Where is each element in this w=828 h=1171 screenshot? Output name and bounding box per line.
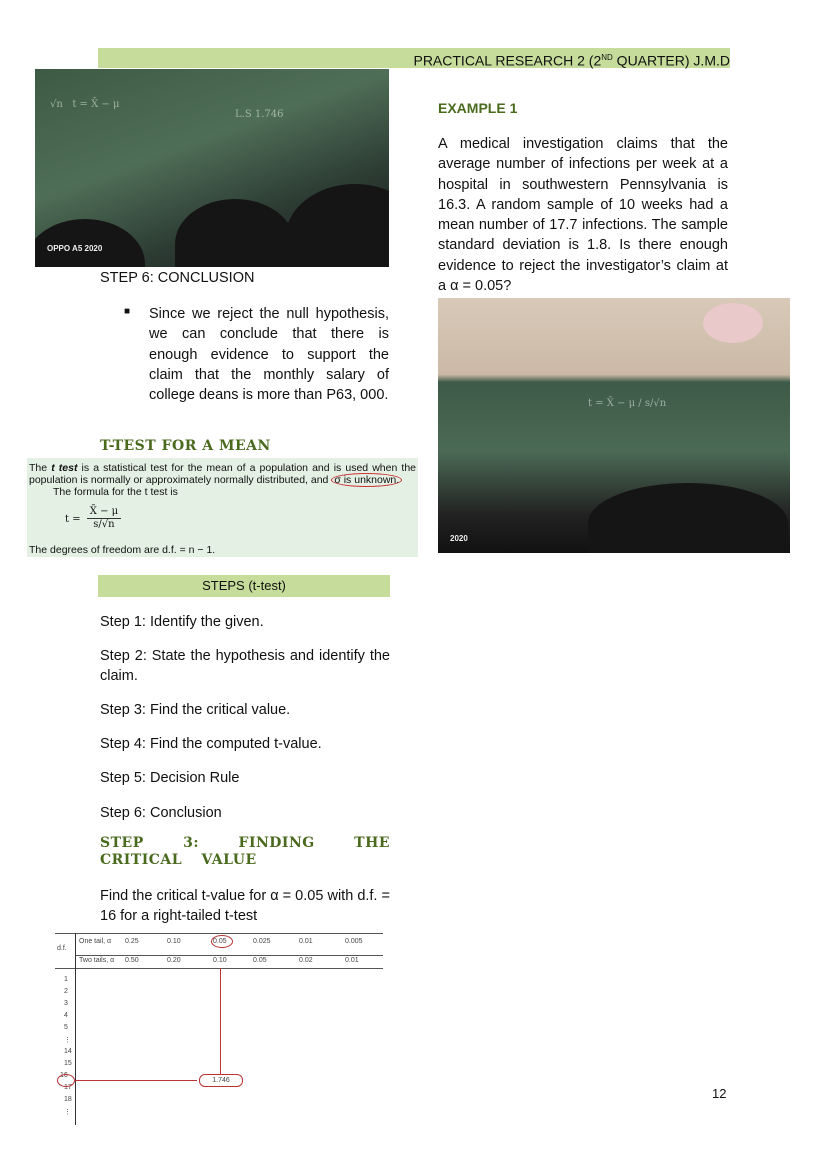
- t-distribution-table: d.f. One tail, α Two tails, α 0.25 0.50 0.10 0.20 0.05 0.10 0.025 0.05 0.01 0.02 0.005 0.01 1 2 3 4 5 ⋮ 14 15 16 17 18 ⋮ 1.746: [55, 930, 385, 1125]
- step6-bullet: Since we reject the null hypothesis, we can conclude that there is enough evidence to support the claim that the monthly salary of college deans is more than P63, 000.: [149, 306, 389, 404]
- arrow-right: [75, 1080, 197, 1081]
- degrees-of-freedom: The degrees of freedom are d.f. = n − 1.: [29, 544, 216, 556]
- step-item: Step 1: Identify the given.: [100, 614, 264, 630]
- df-row-label: 18: [64, 1096, 72, 1103]
- one-tail-alpha: 0.01: [299, 938, 313, 945]
- one-tail-alpha: 0.025: [253, 938, 271, 945]
- one-tail-alpha: 0.05: [213, 938, 227, 945]
- page-header: PRACTICAL RESEARCH 2 (2ND QUARTER) J.M.D: [98, 48, 730, 68]
- classroom-photo-1: √n t = X̄ − μ L.S 1.746 OPPO A5 2020: [35, 69, 389, 267]
- example-text: A medical investigation claims that the average number of infections per week at a hospital in southwestern Pennsylvania is 16.3. A random sample of 10 weeks had a mean number of 17.7 infections. The sample standard deviation is 1.8. Is there enough evidence to reject the investigator’s claim at a α = 0.05?: [438, 136, 728, 295]
- two-tail-alpha: 0.01: [345, 957, 359, 964]
- step3-text: Find the critical t-value for α = 0.05 with d.f. = 16 for a right-tailed t-test: [100, 888, 390, 924]
- bullet-icon: ■: [124, 306, 131, 317]
- one-tail-alpha: 0.005: [345, 938, 363, 945]
- df-row-label: 2: [64, 988, 68, 995]
- sigma-unknown-highlight: σ is unknown.: [331, 473, 402, 487]
- df-row-label: 16: [60, 1072, 68, 1079]
- df-row-label: 3: [64, 1000, 68, 1007]
- photo-caption: OPPO A5 2020: [47, 244, 103, 253]
- df-row-label: 15: [64, 1060, 72, 1067]
- step-item: Step 6: Conclusion: [100, 805, 222, 821]
- step-item: Step 4: Find the computed t-value.: [100, 736, 322, 752]
- step3-heading: STEP 3: FINDING THE CRITICAL VALUE: [100, 835, 390, 868]
- photo-caption: 2020: [450, 534, 468, 543]
- two-tail-alpha: 0.10: [213, 957, 227, 964]
- ttest-definition-box: The t test is a statistical test for the mean of a population and is used when the population is normally or approximately normally distributed, and σ is unknown. The formula for the t test is t = $\frac{X̄ - \mu}{s/√n}$ The degrees of freedom are d.f. = n − 1.: [27, 458, 418, 557]
- two-tail-alpha: 0.20: [167, 957, 181, 964]
- two-tail-alpha: 0.50: [125, 957, 139, 964]
- step-item: Step 3: Find the critical value.: [100, 702, 291, 718]
- df-row-label: 5: [64, 1024, 68, 1031]
- step-item: Step 2: State the hypothesis and identify the claim.: [100, 648, 390, 684]
- classroom-photo-2: t = X̄ − μ / s/√n 2020: [438, 298, 790, 553]
- step-item: Step 5: Decision Rule: [100, 770, 240, 786]
- formula-intro: The formula for the t test is: [53, 486, 178, 498]
- steps-heading: STEPS (t-test): [98, 575, 390, 597]
- critical-value: 1.746: [199, 1074, 243, 1087]
- df-row-label: 4: [64, 1012, 68, 1019]
- one-tail-alpha: 0.10: [167, 938, 181, 945]
- example-heading: EXAMPLE 1: [438, 100, 518, 116]
- df-row-label: ⋮: [64, 1037, 71, 1044]
- df-row-label: 14: [64, 1048, 72, 1055]
- df-row-label: ⋮: [64, 1109, 71, 1116]
- ttest-heading: T-TEST FOR A MEAN: [100, 438, 271, 454]
- df-row-label: 17: [64, 1084, 72, 1091]
- t-formula: t = $\frac{X̄ - \mu}{s/√n}$: [65, 506, 121, 531]
- page-number: 12: [712, 1086, 727, 1101]
- two-tail-alpha: 0.02: [299, 957, 313, 964]
- one-tail-alpha: 0.25: [125, 938, 139, 945]
- step6-heading: STEP 6: CONCLUSION: [100, 270, 255, 286]
- arrow-down: [220, 968, 221, 1074]
- two-tail-alpha: 0.05: [253, 957, 267, 964]
- df-row-label: 1: [64, 976, 68, 983]
